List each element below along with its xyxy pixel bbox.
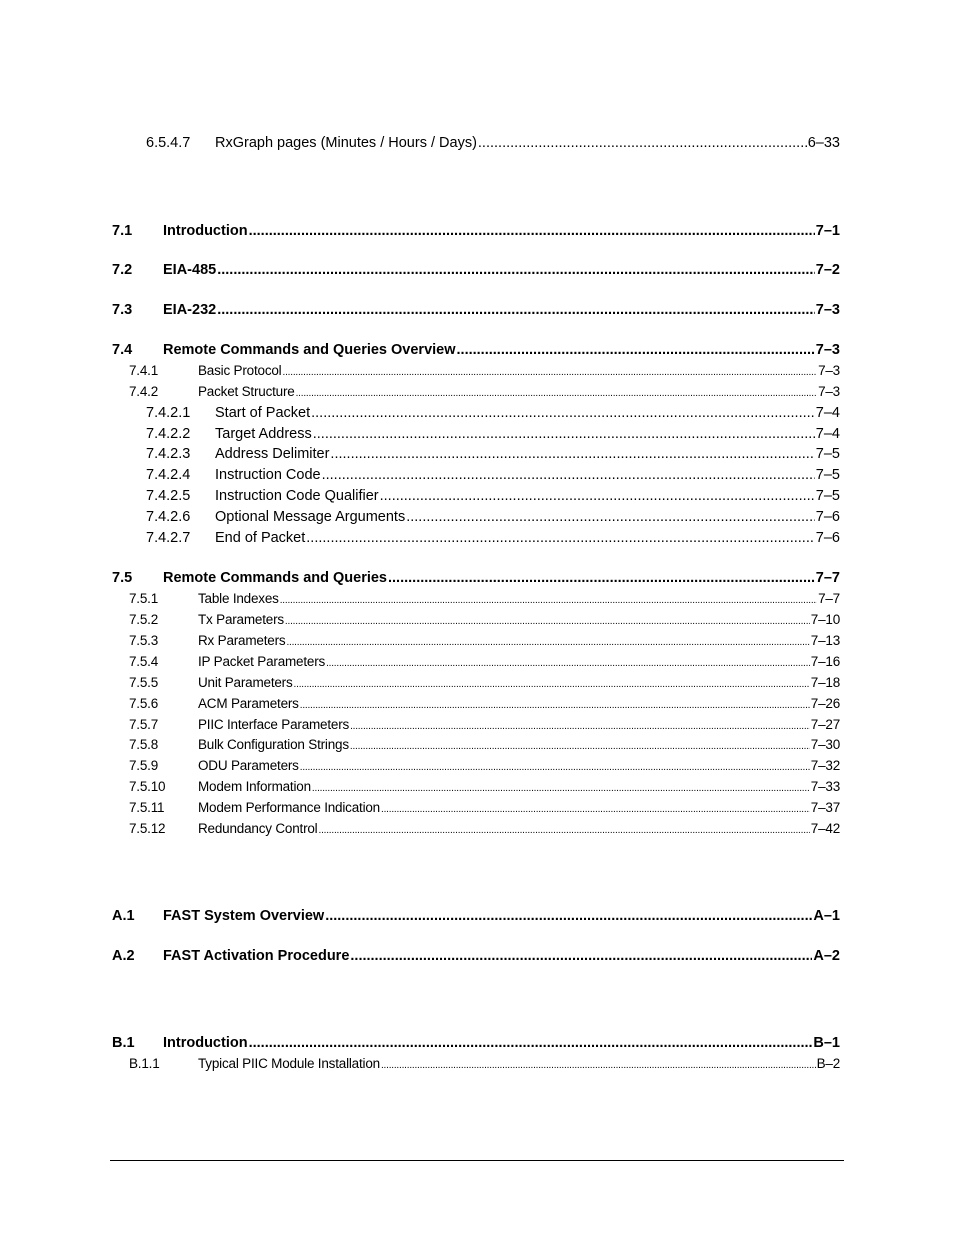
toc-entry-number: 7.5.8 — [129, 737, 159, 752]
toc-entry-number: 7.5.4 — [129, 654, 159, 669]
toc-entry[interactable] — [129, 384, 840, 399]
toc-entry-number: 7.5.3 — [129, 633, 159, 648]
toc-dot-leader — [381, 804, 810, 815]
toc-entry-title: Remote Commands and Queries Overview — [163, 342, 456, 358]
toc-entry-number: 7.4.2 — [129, 384, 159, 399]
toc-dot-leader — [283, 367, 818, 378]
toc-entry[interactable] — [129, 612, 840, 627]
toc-dot-leader — [286, 637, 809, 648]
toc-dot-leader — [249, 1035, 813, 1051]
toc-entry-number: 7.4.2.2 — [146, 426, 191, 442]
toc-entry-page: 7–3 — [818, 363, 840, 378]
toc-entry[interactable] — [112, 1035, 840, 1051]
toc-entry[interactable] — [129, 363, 840, 378]
toc-entry-title: Modem Performance Indication — [198, 800, 380, 815]
toc-dot-leader — [285, 616, 810, 627]
toc-entry-number: 6.5.4.7 — [146, 135, 191, 151]
toc-dot-leader — [300, 700, 810, 711]
toc-entry-title: PIIC Interface Parameters — [198, 717, 350, 732]
toc-entry-number: 7.5.1 — [129, 591, 159, 606]
footer-rule — [110, 1160, 844, 1161]
toc-dot-leader — [325, 908, 812, 924]
toc-entry-page: 7–4 — [815, 405, 840, 421]
toc-entry-number: 7.5.7 — [129, 717, 159, 732]
toc-entry-number: 7.4.2.1 — [146, 405, 191, 421]
toc-dot-leader — [312, 783, 810, 794]
toc-entry-number: 7.5.11 — [129, 800, 165, 815]
toc-entry-number: 7.5.9 — [129, 758, 159, 773]
toc-entry-title: Modem Information — [198, 779, 311, 794]
toc-entry-title: EIA-232 — [163, 302, 217, 318]
toc-dot-leader — [380, 488, 815, 504]
toc-entry[interactable] — [146, 405, 840, 421]
toc-entry[interactable] — [146, 426, 840, 442]
toc-dot-leader — [350, 721, 810, 732]
toc-entry[interactable] — [129, 675, 840, 690]
toc-entry[interactable] — [112, 948, 840, 964]
toc-entry[interactable] — [146, 446, 840, 462]
toc-entry-title: Rx Parameters — [198, 633, 286, 648]
toc-entry[interactable] — [129, 1056, 840, 1071]
toc-entry-title: Optional Message Arguments — [215, 509, 406, 525]
toc-dot-leader — [322, 467, 815, 483]
toc-entry[interactable] — [146, 467, 840, 483]
toc-dot-leader — [350, 741, 810, 752]
toc-entry-title: Instruction Code Qualifier — [215, 488, 379, 504]
toc-entry-title: Bulk Configuration Strings — [198, 737, 349, 752]
toc-entry[interactable] — [129, 758, 840, 773]
toc-entry-title: FAST System Overview — [163, 908, 325, 924]
toc-entry-number: 7.5.10 — [129, 779, 166, 794]
toc-dot-leader — [300, 762, 810, 773]
toc-entry[interactable] — [146, 488, 840, 504]
toc-entry[interactable] — [129, 696, 840, 711]
toc-entry[interactable] — [112, 570, 840, 586]
toc-entry-title: Remote Commands and Queries — [163, 570, 387, 586]
toc-entry-page: 7–4 — [815, 426, 840, 442]
toc-entry[interactable] — [129, 717, 840, 732]
toc-entry-title: FAST Activation Procedure — [163, 948, 350, 964]
toc-dot-leader — [350, 948, 812, 964]
toc-entry-page: 7–6 — [815, 509, 840, 525]
toc-dot-leader — [381, 1060, 816, 1071]
toc-entry[interactable] — [146, 135, 840, 151]
toc-entry-number: 7.2 — [112, 262, 133, 278]
toc-entry-title: ACM Parameters — [198, 696, 299, 711]
toc-dot-leader — [326, 658, 810, 669]
toc-entry-page: 7–5 — [815, 467, 840, 483]
toc-entry[interactable] — [129, 779, 840, 794]
toc-entry-title: Introduction — [163, 1035, 248, 1051]
toc-entry-page: 7–3 — [818, 384, 840, 399]
toc-dot-leader — [388, 570, 815, 586]
toc-entry-page: 7–3 — [815, 342, 840, 358]
toc-entry-page: 7–2 — [815, 262, 840, 278]
toc-entry-number: 7.4.1 — [129, 363, 159, 378]
toc-entry-page: 7–27 — [810, 717, 840, 732]
toc-entry-page: 6–33 — [807, 135, 840, 151]
toc-entry-number: 7.5.12 — [129, 821, 166, 836]
toc-dot-leader — [313, 426, 815, 442]
toc-entry-title: Tx Parameters — [198, 612, 284, 627]
toc-entry-title: Packet Structure — [198, 384, 295, 399]
toc-entry-page: 7–5 — [815, 488, 840, 504]
toc-entry-title: Typical PIIC Module Installation — [198, 1056, 380, 1071]
toc-entry[interactable] — [129, 591, 840, 606]
toc-dot-leader — [217, 302, 815, 318]
toc-entry-number: 7.5 — [112, 570, 133, 586]
toc-entry-title: ODU Parameters — [198, 758, 299, 773]
toc-entry-title: Instruction Code — [215, 467, 321, 483]
toc-dot-leader — [478, 135, 807, 151]
toc-entry[interactable] — [112, 223, 840, 239]
toc-entry-number: 7.5.2 — [129, 612, 159, 627]
toc-entry-page: 7–6 — [815, 530, 840, 546]
toc-entry-page: B–2 — [816, 1056, 840, 1071]
toc-entry-number: 7.4 — [112, 342, 133, 358]
toc-entry-page: A–2 — [813, 948, 840, 964]
toc-entry-number: 7.5.5 — [129, 675, 159, 690]
toc-entry-number: 7.3 — [112, 302, 133, 318]
toc-dot-leader — [311, 405, 815, 421]
toc-entry-number: 7.4.2.7 — [146, 530, 191, 546]
toc-entry-number: B.1 — [112, 1035, 135, 1051]
toc-dot-leader — [296, 388, 817, 399]
toc-dot-leader — [249, 223, 815, 239]
toc-entry-page: 7–3 — [815, 302, 840, 318]
toc-entry-title: Table Indexes — [198, 591, 279, 606]
toc-entry-number: 7.1 — [112, 223, 133, 239]
toc-entry-number: A.1 — [112, 908, 135, 924]
toc-entry-title: Redundancy Control — [198, 821, 318, 836]
toc-dot-leader — [306, 530, 815, 546]
toc-dot-leader — [318, 825, 809, 836]
toc-entry-number: 7.4.2.5 — [146, 488, 191, 504]
toc-entry-page: 7–7 — [815, 570, 840, 586]
toc-dot-leader — [294, 679, 810, 690]
toc-entry-number: A.2 — [112, 948, 135, 964]
toc-entry[interactable] — [146, 530, 840, 546]
toc-entry[interactable] — [112, 302, 840, 318]
toc-entry[interactable] — [112, 262, 840, 278]
toc-entry-title: RxGraph pages (Minutes / Hours / Days) — [215, 135, 477, 151]
toc-entry-page: 7–37 — [810, 800, 840, 815]
toc-entry[interactable] — [129, 821, 840, 836]
toc-entry-number: 7.4.2.6 — [146, 509, 191, 525]
toc-entry-title: End of Packet — [215, 530, 306, 546]
toc-entry[interactable] — [146, 509, 840, 525]
toc-entry-page: 7–18 — [810, 675, 840, 690]
toc-entry[interactable] — [129, 800, 840, 815]
toc-entry-title: Target Address — [215, 426, 312, 442]
toc-entry-page: 7–32 — [810, 758, 840, 773]
toc-entry[interactable] — [129, 633, 840, 648]
toc-dot-leader — [330, 446, 814, 462]
toc-entry-page: 7–33 — [810, 779, 840, 794]
toc-entry[interactable] — [129, 737, 840, 752]
toc-entry-number: B.1.1 — [129, 1056, 160, 1071]
toc-entry-page: 7–7 — [818, 591, 840, 606]
toc-entry-page: A–1 — [813, 908, 840, 924]
toc-entry-page: 7–30 — [810, 737, 840, 752]
toc-entry-number: 7.5.6 — [129, 696, 159, 711]
toc-entry-page: 7–16 — [810, 654, 840, 669]
toc-dot-leader — [280, 595, 817, 606]
toc-entry-page: 7–13 — [810, 633, 840, 648]
toc-dot-leader — [457, 342, 815, 358]
toc-dot-leader — [217, 262, 815, 278]
toc-entry-page: 7–42 — [810, 821, 840, 836]
toc-entry-title: Unit Parameters — [198, 675, 293, 690]
toc-entry-title: Address Delimiter — [215, 446, 330, 462]
toc-entry[interactable] — [112, 908, 840, 924]
toc-entry-title: Basic Protocol — [198, 363, 282, 378]
toc-entry-title: IP Packet Parameters — [198, 654, 326, 669]
toc-entry-number: 7.4.2.4 — [146, 467, 191, 483]
toc-entry-page: 7–1 — [815, 223, 840, 239]
toc-entry-page: 7–5 — [815, 446, 840, 462]
toc-entry-page: 7–10 — [810, 612, 840, 627]
toc-entry-page: B–1 — [813, 1035, 840, 1051]
toc-entry-title: Introduction — [163, 223, 248, 239]
toc-dot-leader — [406, 509, 815, 525]
toc-entry-title: Start of Packet — [215, 405, 311, 421]
toc-entry-title: EIA-485 — [163, 262, 217, 278]
toc-entry-page: 7–26 — [810, 696, 840, 711]
toc-entry-number: 7.4.2.3 — [146, 446, 191, 462]
toc-entry[interactable] — [112, 342, 840, 358]
toc-entry[interactable] — [129, 654, 840, 669]
